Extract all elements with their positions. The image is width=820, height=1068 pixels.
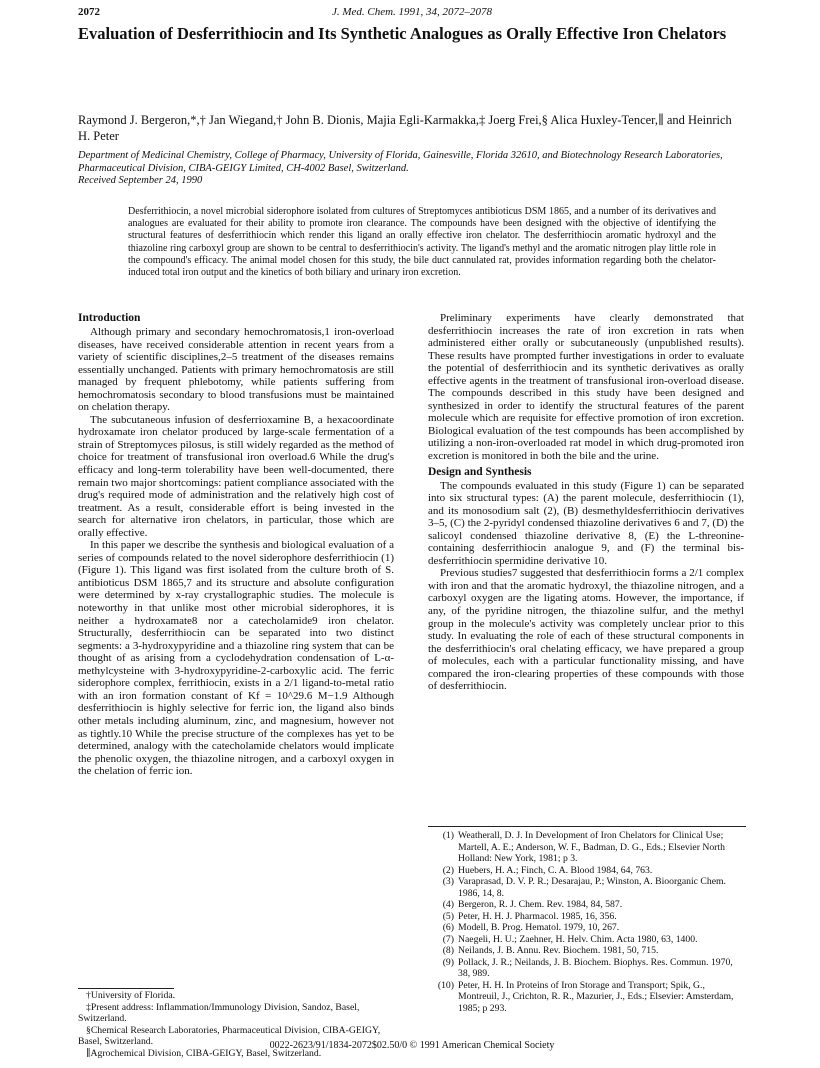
abstract: Desferrithiocin, a novel microbial siderophore isolated from cultures of Streptomyces antibioticus DSM 1865, and a number of its derivatives and analogues are evaluated for their ability to promote iron clearance. The compounds have been designed with the objective of identifying the structural features of desferrithiocin which render this ligand an orally effective iron chelator. The desferrithiocin aromatic hydroxyl and the thiazoline ring carboxyl group are shown to be central to desferrithiocin's activity. The ligand's methyl and the aromatic nitrogen play little role in the compound's efficacy. The animal model chosen for this study, the bile duct cannulated rat, provides information regarding both the chelator-induced total iron output and the kinetics of both biliary and urinary iron excretion. [128,206,716,279]
reference-text: Bergeron, R. J. Chem. Rev. 1984, 84, 587. [458,899,623,910]
intro-paragraph-1: Although primary and secondary hemochromatosis,1 iron-overload diseases, have received considerable attention in recent years from a variety of scientific disciplines,2–5 treatment of the diseases remains essentially unchanged. Patients with primary hemochromatosis are still managed by frequent phlebotomy, while patients suffering from hemochromatosis secondary to blood transfusions must be maintained on chelation therapy. [78,326,394,414]
intro-paragraph-2: The subcutaneous infusion of desferrioxamine B, a hexacoordinate hydroxamate iron chelator produced by large-scale fermentation of a strain of Streptomyces pilosus, is still widely regarded as the method of choice for treatment of transfusional iron overload.6 While the drug's efficacy and long-term tolerability have been well-documented, there remain two major shortcomings: patient compliance associated with the drug's required mode of administration and the relatively high cost of treatment. As a result, considerable effort is being invested in the search for alternative iron chelators, in particular, those which are orally effective. [78,413,394,539]
design-paragraph-1: The compounds evaluated in this study (Figure 1) can be separated into six structural types: (A) the parent molecule, desferrithiocin (1), and its monosodium salt (2), (B) desmethyldesferrithiocin derivatives 3–5, (C) the 2-pyridyl condensed thiazoline derivatives 6 and 7, (D) the salicoyl condensed thiazoline derivative 8, (E) the L-threonine-containing desferrithiocin analogue 9, and (F) the terminal bis-desferrithiocin spermidine derivative 10. [428,479,744,567]
reference-text: Neilands, J. B. Annu. Rev. Biochem. 1981, 50, 715. [458,945,659,956]
reference-number: (5) [442,910,454,922]
page-header [78,6,746,22]
reference-number: (4) [442,899,454,910]
reference-text: Weatherall, D. J. In Development of Iron Chelators for Clinical Use; Martell, A. E.; Anderson, W. F., Badman, D. G., Eds.; Elsevier North Holland: New York, 1981; p 3. [458,830,725,864]
reference-text: Modell, B. Prog. Hematol. 1979, 10, 267. [458,922,620,933]
reference-text: Pollack, J. R.; Neilands, J. B. Biochem. Biophys. Res. Commun. 1970, 38, 989. [458,956,733,979]
reference-number: (1) [442,830,454,841]
reference-number: (3) [442,876,454,887]
right-column [428,312,744,693]
reference-number: (8) [442,945,454,956]
reference-item [428,922,746,934]
footnote: ∥Agrochemical Division, CIBA-GEIGY, Basel, Switzerland. [86,1047,322,1059]
footnote-rule [78,988,174,989]
reference-text: Varaprasad, D. V. P. R.; Desarajau, P.; Winston, A. Bioorganic Chem. 1986, 14, 8. [458,876,726,899]
page-number: 2072 [78,6,100,18]
reference-item [428,865,746,877]
journal-reference: J. Med. Chem. 1991, 34, 2072–2078 [331,6,493,18]
footnote: §Chemical Research Laboratories, Pharmaceutical Division, CIBA-GEIGY, Basel, Switzerland. [78,1024,381,1047]
reference-item [428,934,746,946]
introduction-heading: Introduction [78,312,141,324]
author-list: Raymond J. Bergeron,*,† Jan Wiegand,† John B. Dionis, Majia Egli-Karmakka,‡ Joerg Frei,§ Alica Huxley-Tencer,∥ and Heinrich H. Peter [78,113,732,143]
reference-item [428,945,746,957]
footnote: †University of Florida. [86,990,176,1001]
affiliation-block [78,150,746,188]
left-column [78,312,394,778]
reference-text: Naegeli, H. U.; Zaehner, H. Helv. Chim. Acta 1980, 63, 1400. [458,933,698,945]
reference-number: (7) [442,933,454,945]
reference-item [428,911,746,923]
reference-text: Huebers, H. A.; Finch, C. A. Blood 1984, 64, 763. [458,864,653,876]
intro-paragraph-3: In this paper we describe the synthesis and biological evaluation of a series of compounds related to the novel siderophore desferrithiocin (1) (Figure 1). This ligand was first isolated from the culture broth of S. antibioticus DSM 1865,7 and its structure and absolute configuration were determined by x-ray crystallographic studies. The molecule is noteworthy in that unlike most other microbial siderophores, it is neither a hydroxamate8 nor a catecholamide9 iron chelator. Structurally, desferrithiocin can be separated into two distinct segments: a 3-hydroxypyridine and a thiazoline ring system that can be thought of as arising from a cyclodehydration condensation of L-α-methylcysteine with 3-hydroxypyridine-2-carboxylic acid. The ferric siderophore complex, ferrithiocin, exists in a 2/1 ligand-to-metal ratio with an iron formation constant of Kf = 10^29.6 M−1.9 Although desferrithiocin is highly selective for ferric ion, the ligand also binds other metals including aluminum, zinc, and magnesium, however not as tightly.10 While the precise structure of the complexes has yet to be determined, analogy with the catecholamide chelators would implicate the phenolic oxygen, the thiazoline nitrogen, and a carboxyl oxygen in the chelation of ferric ion. [78,539,394,778]
copyright-footer: 0022-2623/91/1834-2072$02.50/0 © 1991 American Chemical Society [269,1040,555,1051]
reference-item [428,830,746,865]
article-title: Evaluation of Desferrithiocin and Its Synthetic Analogues as Orally Effective Iron Chelators [78,24,727,43]
reference-item [428,876,746,899]
reference-item [428,899,746,911]
reference-number: (6) [442,922,454,933]
design-paragraph-2: Previous studies7 suggested that desferrithiocin forms a 2/1 complex with iron and that the aromatic hydroxyl, the thiazoline nitrogen, and a carboxyl oxygen are the ligating atoms. However, the importance, if any, of the pyridine nitrogen, the thiazoline sulfur, and the methyl group in the molecule's activity was completely unclear prior to this study. In evaluating the role of each of these structural components in the desferrithiocin's oral chelating efficacy, we have prepared a group of molecules, each with a particular functionality missing, and have compared the iron-clearing properties of these compounds with those of desferrithiocin. [428,567,744,693]
reference-item [428,980,746,1015]
reference-number: (10) [437,979,454,991]
reference-item [428,957,746,980]
reference-number: (2) [442,864,454,876]
reference-text: Peter, H. H. In Proteins of Iron Storage and Transport; Spik, G., Montreuil, J., Crichton, R. R., Mazurier, J., Eds.; Elsevier: Amsterdam, 1985; p 293. [458,979,734,1014]
affiliation-text: Department of Medicinal Chemistry, College of Pharmacy, University of Florida, Gainesville, Florida 32610, and Biotechnology Research Laboratories, Pharmaceutical Division, CIBA-GEIGY Limited, CH-4002 Basel, Switzerland. [78,150,723,174]
right-paragraph-1: Preliminary experiments have clearly demonstrated that desferrithiocin increases the rate of iron excretion in rats when administered either orally or subcutaneously (unpublished results). These results have prompted further investigations in order to evaluate the potential of desferrithiocin and its synthetic derivatives as orally effective agents in the treatment of transfusional iron-overload disease. The compounds described in this study have been designed and synthesized in order to identify the structural features of the parent molecule which are requisite for effective promotion of iron excretion. Biological evaluation of the test compounds has been accomplished by utilizing a non-iron-overloaded rat model in which drug-promoted iron excretion is monitored in both the bile and the urine. [428,312,744,463]
received-date: Received September 24, 1990 [78,175,203,186]
footnote: ‡Present address: Inflammation/Immunology Division, Sandoz, Basel, Switzerland. [78,1001,360,1024]
reference-list [428,826,746,1014]
reference-number: (9) [442,956,454,968]
design-synthesis-heading: Design and Synthesis [428,465,532,478]
reference-text: Peter, H. H. J. Pharmacol. 1985, 16, 356. [458,910,617,922]
